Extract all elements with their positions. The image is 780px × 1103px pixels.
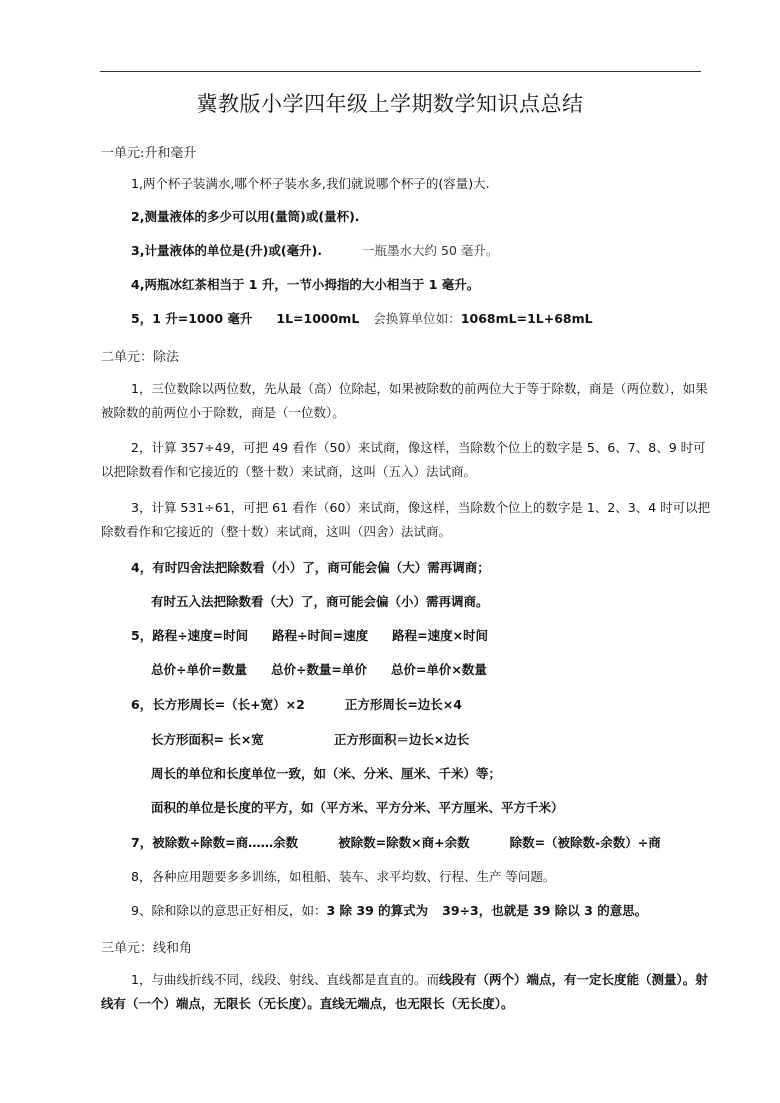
formula-divisor: 除数=（被除数-余数）÷商 <box>509 835 661 850</box>
unit-1-point-3-main: 3,计量液体的单位是(升)或(毫升). <box>131 243 323 258</box>
formula-rect-area: 长方形面积= 长×宽 <box>151 732 264 747</box>
unit-2-point-6a <box>101 693 713 717</box>
formula-total: 总价=单价×数量 <box>390 662 487 677</box>
header-rule <box>100 71 701 72</box>
formula-dividend: 被除数=除数×商+余数 <box>338 835 470 850</box>
unit-2-point-3: 3，计算 531÷61，可把 61 看作（60）来试商，像这样，当除数个位上的数字是 1、2、3、4 时可以把除数看作和它接近的（整十数）来试商，这叫（四舍）法试商。 <box>101 500 711 539</box>
unit-2-point-9 <box>101 899 713 923</box>
unit-1-point-3 <box>101 239 713 263</box>
formula-distance: 路程=速度×时间 <box>392 628 489 643</box>
formula-total-quantity: 总价÷数量=单价 <box>270 662 367 677</box>
unit-1-point-1: 1,两个杯子装满水,哪个杯子装水多,我们就说哪个杯子的(容量)大. <box>131 176 490 191</box>
unit-2-point-4a: 4，有时四舍法把除数看（小）了，商可能会偏（大）需再调商； <box>131 560 490 575</box>
unit-1-point-5-b: 1L=1000mL <box>276 311 360 326</box>
unit-2-point-6c: 周长的单位和长度单位一致，如（米、分米、厘米、千米）等； <box>151 766 502 781</box>
unit-2-point-4b: 有时五入法把除数看（大）了，商可能会偏（小）需再调商。 <box>151 594 489 609</box>
unit-3-heading: 三单元：线和角 <box>101 941 193 956</box>
formula-distance-speed: 5，路程÷速度=时间 <box>131 628 249 643</box>
unit-2-point-6b <box>101 728 763 752</box>
formula-division-remainder: 7，被除数÷除数=商……余数 <box>131 835 299 850</box>
unit-2-point-6d: 面积的单位是长度的平方，如（平方米、平方分米、平方厘米、平方千米） <box>151 800 564 815</box>
unit-1-point-3-note: 一瓶墨水大约 50 毫升。 <box>362 243 499 258</box>
unit-1-point-4: 4,两瓶冰红茶相当于 1 升，一节小拇指的大小相当于 1 毫升。 <box>131 277 480 292</box>
unit-2-point-2: 2，计算 357÷49，可把 49 看作（50）来试商，像这样，当除数个位上的数字是 5、6、7、8、9 时可以把除数看作和它接近的（整十数）来试商，这叫（五入）法试商。 <box>101 440 706 479</box>
unit-1-point-5-d: 1068mL=1L+68mL <box>460 311 593 326</box>
unit-2-point-5b <box>101 658 763 682</box>
unit-1-point-5-c: 会换算单位如： <box>373 311 461 326</box>
unit-3-point-1 <box>101 968 713 1016</box>
unit-1-point-5 <box>101 307 713 331</box>
unit-2-point-1: 1，三位数除以两位数，先从最（高）位除起，如果被除数的前两位大于等于除数，商是（两位数），如果被除数的前两位小于除数，商是（一位数）。 <box>101 381 708 420</box>
unit-2-point-9-c: 39÷3，也就是 39 除以 3 的意思。 <box>442 903 648 918</box>
unit-2-heading: 二单元：除法 <box>101 350 180 365</box>
formula-total-unitprice: 总价÷单价=数量 <box>151 662 247 677</box>
page-title: 冀教版小学四年级上学期数学知识点总结 <box>196 92 584 116</box>
unit-3-point-1-a: 1，与曲线折线不同，线段、射线、直线都是直直的。而 <box>131 972 439 987</box>
formula-square-perimeter: 正方形周长=边长×4 <box>344 697 462 712</box>
unit-2-point-7 <box>101 831 713 855</box>
unit-1-heading: 一单元:升和毫升 <box>101 146 197 161</box>
unit-2-point-9-b: 3 除 39 的算式为 <box>326 903 429 918</box>
formula-rect-perimeter: 6，长方形周长=（长+宽）×2 <box>131 697 305 712</box>
unit-2-point-8: 8，各种应用题要多多训练，如租船、装车、求平均数、行程、生产 等问题。 <box>131 869 556 884</box>
unit-1-point-2: 2,测量液体的多少可以用(量筒)或(量杯). <box>131 209 360 224</box>
unit-3-point-1-b: 线段有（两个）端点，有一定长度能（测量）。射线有（一个）端点，无限长（无长度）。直线无端点，也无限长（无长度）。 <box>101 972 708 1011</box>
unit-2-point-9-a: 9、除和除以的意思正好相反，如： <box>131 903 327 918</box>
unit-2-point-5a <box>101 624 713 648</box>
unit-1-point-5-a: 5，1 升=1000 毫升 <box>131 311 253 326</box>
formula-square-area: 正方形面积＝边长×边长 <box>333 732 470 747</box>
formula-distance-time: 路程÷时间=速度 <box>272 628 369 643</box>
